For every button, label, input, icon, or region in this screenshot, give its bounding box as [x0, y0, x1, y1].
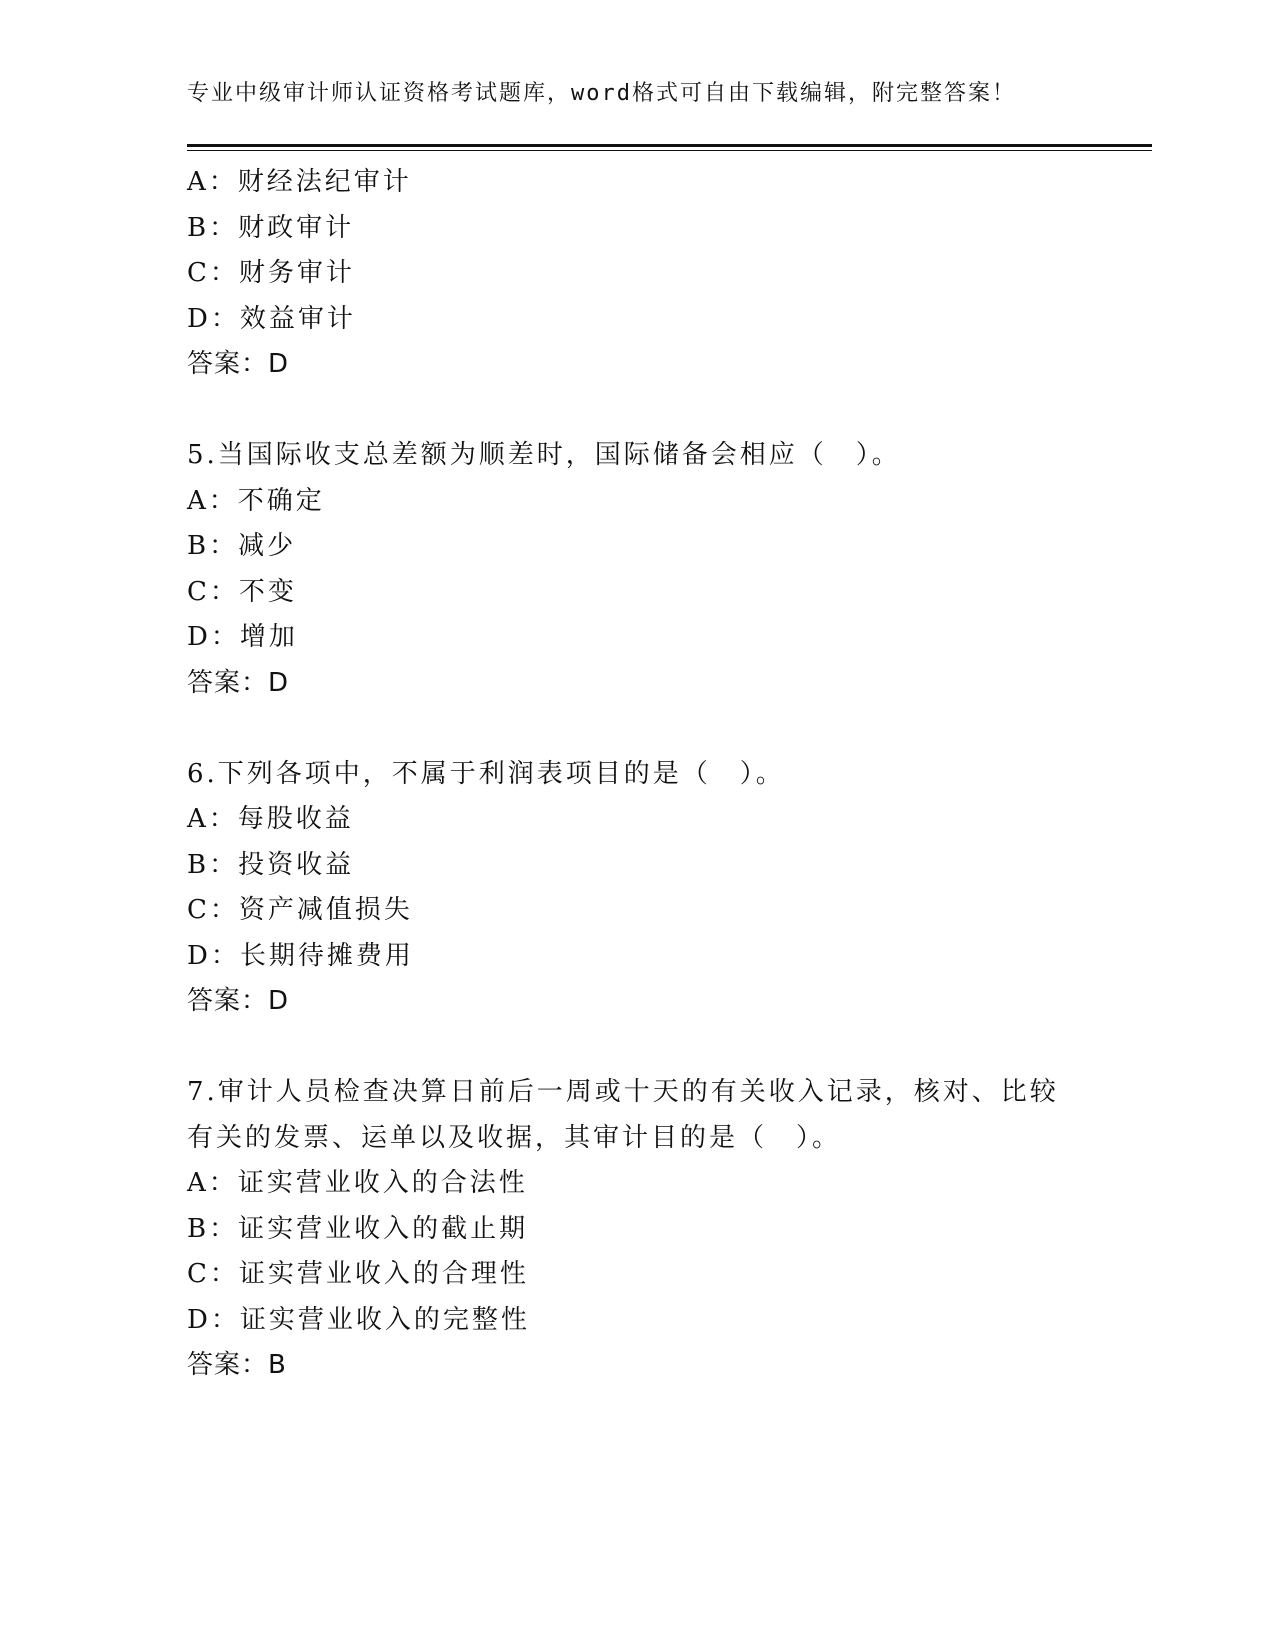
answer-value: D: [268, 349, 290, 379]
option-b: B：减少: [187, 531, 297, 561]
spacer: [187, 388, 1067, 434]
question-7: [187, 1070, 1067, 1389]
answer-line: [187, 342, 1067, 388]
option-b: B：财政审计: [187, 212, 355, 243]
question-stem: 6.下列各项中，不属于利润表项目的是（ ）。: [187, 758, 785, 789]
option-a: A：不确定: [187, 485, 325, 516]
spacer: [187, 1025, 1067, 1071]
answer-label: 答案：: [187, 667, 269, 698]
question-5: [187, 433, 1067, 706]
question-6: [187, 752, 1067, 1025]
question-stem: 5.当国际收支总差额为顺差时，国际储备会相应（ ）。: [187, 440, 901, 470]
option-c: C：证实营业收入的合理性: [187, 1259, 529, 1289]
answer-label: 答案：: [187, 986, 269, 1016]
header-rule-thick: [187, 144, 1152, 147]
option-a: A：财经法纪审计: [187, 167, 412, 197]
answer-line: [187, 661, 1067, 707]
option-b: B：证实营业收入的截止期: [187, 1213, 529, 1244]
option-d: D：增加: [187, 622, 298, 652]
question-stem-line-1: 7.审计人员检查决算日前后一周或十天的有关收入记录，核对、比较: [187, 1077, 1059, 1107]
option-a: A：证实营业收入的合法性: [187, 1168, 528, 1198]
option-a: A：每股收益: [187, 804, 354, 834]
question-stem-line-2: 有关的发票、运单以及收据，其审计目的是（ ）。: [187, 1122, 842, 1153]
question-4: [187, 160, 1067, 388]
option-b: B：投资收益: [187, 849, 355, 880]
header-note: 专业中级审计师认证资格考试题库，word格式可自由下载编辑，附完整答案！: [187, 81, 1016, 106]
option-c: C：资产减值损失: [187, 895, 413, 925]
header-rule-thin: [187, 150, 1152, 151]
answer-label: 答案：: [187, 349, 269, 379]
question-list: [187, 160, 1067, 1389]
answer-value: D: [268, 667, 290, 698]
answer-value: B: [268, 1350, 287, 1380]
answer-label: 答案：: [187, 1350, 269, 1380]
option-d: D：效益审计: [187, 303, 356, 334]
option-c: C：财务审计: [187, 258, 355, 288]
option-d: D：证实营业收入的完整性: [187, 1304, 530, 1335]
option-d: D：长期待摊费用: [187, 940, 414, 971]
answer-line: [187, 1343, 1067, 1389]
answer-value: D: [268, 986, 290, 1016]
answer-line: [187, 979, 1067, 1025]
option-c: C：不变: [187, 576, 297, 607]
spacer: [187, 706, 1067, 752]
